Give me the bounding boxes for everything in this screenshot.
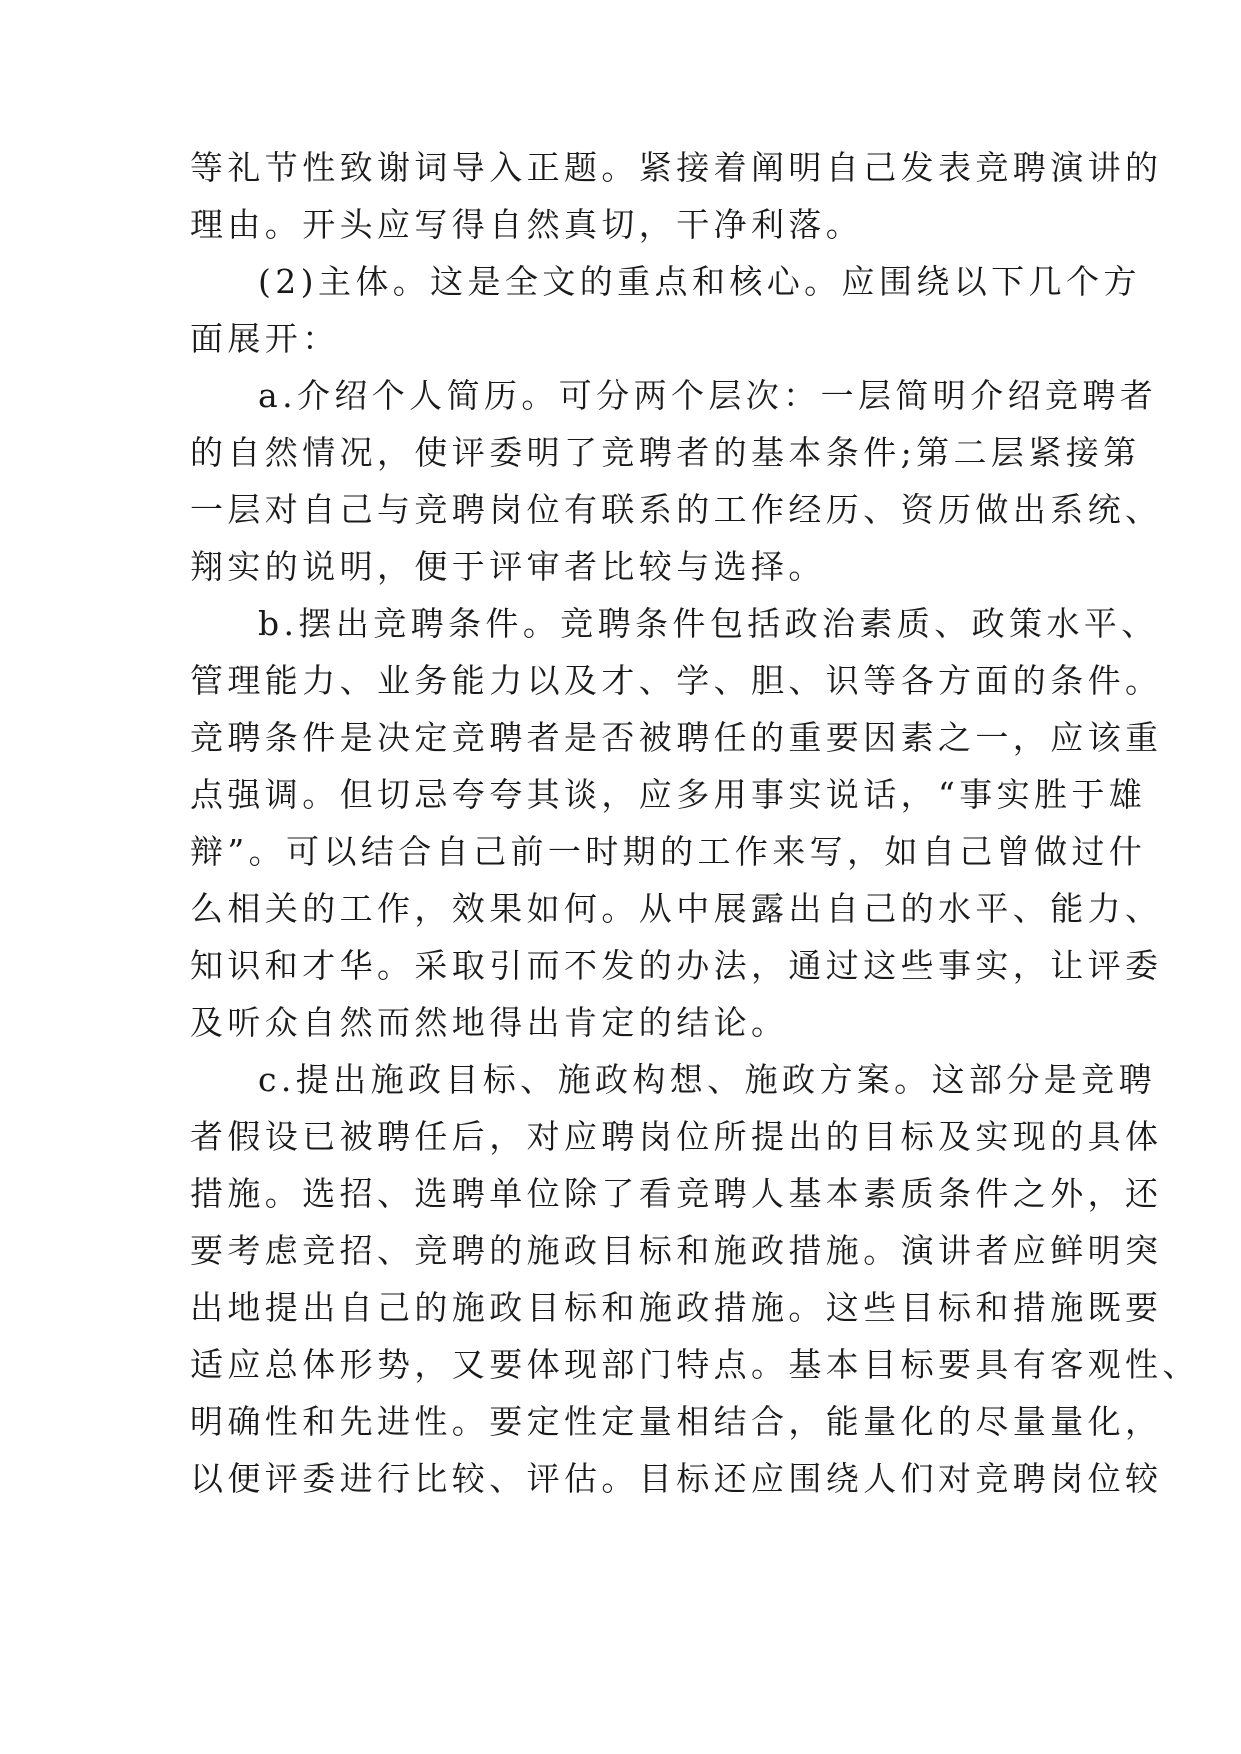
text-line: 么相关的工作，效果如何。从中展露出自己的水平、能力、 <box>190 889 1163 928</box>
text-line: 以便评委进行比较、评估。目标还应围绕人们对竞聘岗位较 <box>190 1459 1163 1498</box>
text-line: 措施。选招、选聘单位除了看竞聘人基本素质条件之外，还 <box>190 1174 1163 1213</box>
text-line: 理由。开头应写得自然真切，干净利落。 <box>190 205 864 244</box>
text-line: 点强调。但切忌夸夸其谈，应多用事实说话，“事实胜于雄 <box>190 775 1147 814</box>
text-line: 者假设已被聘任后，对应聘岗位所提出的目标及实现的具体 <box>190 1117 1163 1156</box>
text-line: b.摆出竞聘条件。竞聘条件包括政治素质、政策水平、 <box>258 604 1159 643</box>
text-line: 翔实的说明，便于评审者比较与选择。 <box>190 547 826 586</box>
text-line: 等礼节性致谢词导入正题。紧接着阐明自己发表竞聘演讲的 <box>190 148 1163 187</box>
text-line: 辩”。可以结合自己前一时期的工作来写，如自己曾做过什 <box>190 832 1147 871</box>
text-line: 知识和才华。采取引而不发的办法，通过这些事实，让评委 <box>190 946 1163 985</box>
text-line: 管理能力、业务能力以及才、学、胆、识等各方面的条件。 <box>190 661 1163 700</box>
text-line: c.提出施政目标、施政构想、施政方案。这部分是竞聘 <box>258 1060 1156 1099</box>
text-line: (2)主体。这是全文的重点和核心。应围绕以下几个方 <box>258 262 1141 301</box>
text-line: 的自然情况，使评委明了竞聘者的基本条件;第二层紧接第 <box>190 433 1141 472</box>
text-line: 出地提出自己的施政目标和施政措施。这些目标和措施既要 <box>190 1288 1163 1327</box>
text-line: 适应总体形势，又要体现部门特点。基本目标要具有客观性、 <box>190 1345 1200 1384</box>
text-line: 面展开： <box>190 319 340 358</box>
text-line: 一层对自己与竞聘岗位有联系的工作经历、资历做出系统、 <box>190 490 1163 529</box>
text-line: 要考虑竞招、竞聘的施政目标和施政措施。演讲者应鲜明突 <box>190 1231 1163 1270</box>
text-line: 及听众自然而然地得出肯定的结论。 <box>190 1003 789 1042</box>
text-line: 竞聘条件是决定竞聘者是否被聘任的重要因素之一，应该重 <box>190 718 1163 757</box>
text-line: a.介绍个人简历。可分两个层次：一层简明介绍竞聘者 <box>258 376 1158 415</box>
text-line: 明确性和先进性。要定性定量相结合，能量化的尽量量化， <box>190 1402 1163 1441</box>
